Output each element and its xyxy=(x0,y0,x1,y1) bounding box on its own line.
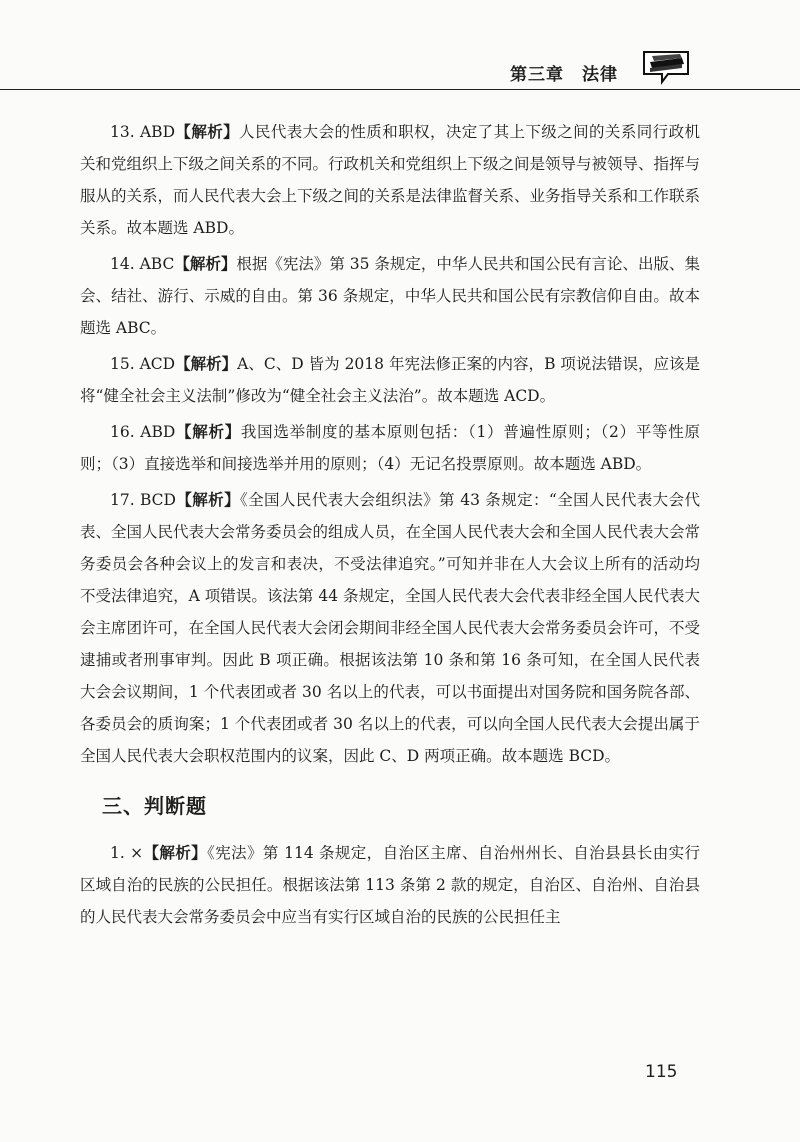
book-icon xyxy=(638,44,694,90)
answer-text: A、C、D 皆为 2018 年宪法修正案的内容，B 项说法错误，应该是将“健全社会主义法制”修改为“健全社会主义法治”。故本题选 ACD。 xyxy=(80,355,700,405)
answer-number: 16. ABD xyxy=(110,423,176,441)
answer-number: 13. ABD xyxy=(110,123,175,141)
answer-item-15 xyxy=(80,348,700,412)
answer-text: 《宪法》第 114 条规定，自治区主席、自治州州长、自治县县长由实行区域自治的民族的公民担任。根据该法第 113 条第 2 款的规定，自治区、自治州、自治县的人民代表大会常务委员会中应当有实行区域自治的民族的公民担任主 xyxy=(80,844,701,926)
answer-item-17 xyxy=(80,484,700,772)
answer-item-13 xyxy=(80,116,700,244)
page-number: 115 xyxy=(645,1062,678,1082)
answer-item-16 xyxy=(80,416,700,480)
chapter-title: 第三章 法律 xyxy=(510,65,618,85)
header-rule xyxy=(0,89,800,90)
analysis-tag: 【解析】 xyxy=(175,491,240,509)
answer-text: 根据《宪法》第 35 条规定，中华人民共和国公民有言论、出版、集会、结社、游行、示威的自由。第 36 条规定，中华人民共和国公民有宗教信仰自由。故本题选 ABC。 xyxy=(80,255,700,337)
answer-item-14 xyxy=(80,248,700,344)
analysis-tag: 【解析】 xyxy=(175,355,238,373)
answer-number: 1. × xyxy=(110,844,144,862)
page-content xyxy=(80,116,700,937)
answer-number: 17. BCD xyxy=(110,491,176,509)
section-heading: 三、判断题 xyxy=(102,794,207,818)
analysis-tag: 【解析】 xyxy=(175,123,240,141)
judgment-item-1 xyxy=(80,837,700,933)
answer-text: 人民代表大会的性质和职权，决定了其上下级之间的关系同行政机关和党组织上下级之间关系的不同。行政机关和党组织上下级之间是领导与被领导、指挥与服从的关系，而人民代表大会上下级之间的关系是法律监督关系、业务指导关系和工作联系关系。故本题选 ABD。 xyxy=(80,123,701,237)
answer-number: 14. ABC xyxy=(110,255,175,273)
analysis-tag: 【解析】 xyxy=(143,844,208,862)
analysis-tag: 【解析】 xyxy=(174,255,237,273)
answer-number: 15. ACD xyxy=(110,355,176,373)
answer-text: 《全国人民代表大会组织法》第 43 条规定：“全国人民代表大会代表、全国人民代表大会常务委员会的组成人员，在全国人民代表大会和全国人民代表大会常务委员会各种会议上的发言和表决，不受法律追究。”可知并非在人大会议上所有的活动均不受法律追究，A 项错误。该法第 44 条规定，全国人民代表大会代表非经全国人民代表大会主席团许可，在全国人民代表大会闭会期间非经全国人民代表大会常务委员会许可，不受逮捕或者刑事审判。因此 B 项正确。根据该法第 10 条和第 16 条可知，在全国人民代表大会会议期间，1 个代表团或者 30 名以上的代表，可以书面提出对国务院和国务院各部、各委员会的质询案；1 个代表团或者 30 名以上的代表，可以向全国人民代表大会提出属于全国人民代表大会职权范围内的议案，因此 C、D 两项正确。故本题选 BCD。 xyxy=(80,491,701,765)
page-header xyxy=(0,0,800,100)
analysis-tag: 【解析】 xyxy=(175,423,241,441)
answer-text: 我国选举制度的基本原则包括：（1）普遍性原则；（2）平等性原则；（3）直接选举和间接选举并用的原则；（4）无记名投票原则。故本题选 ABD。 xyxy=(80,423,700,473)
